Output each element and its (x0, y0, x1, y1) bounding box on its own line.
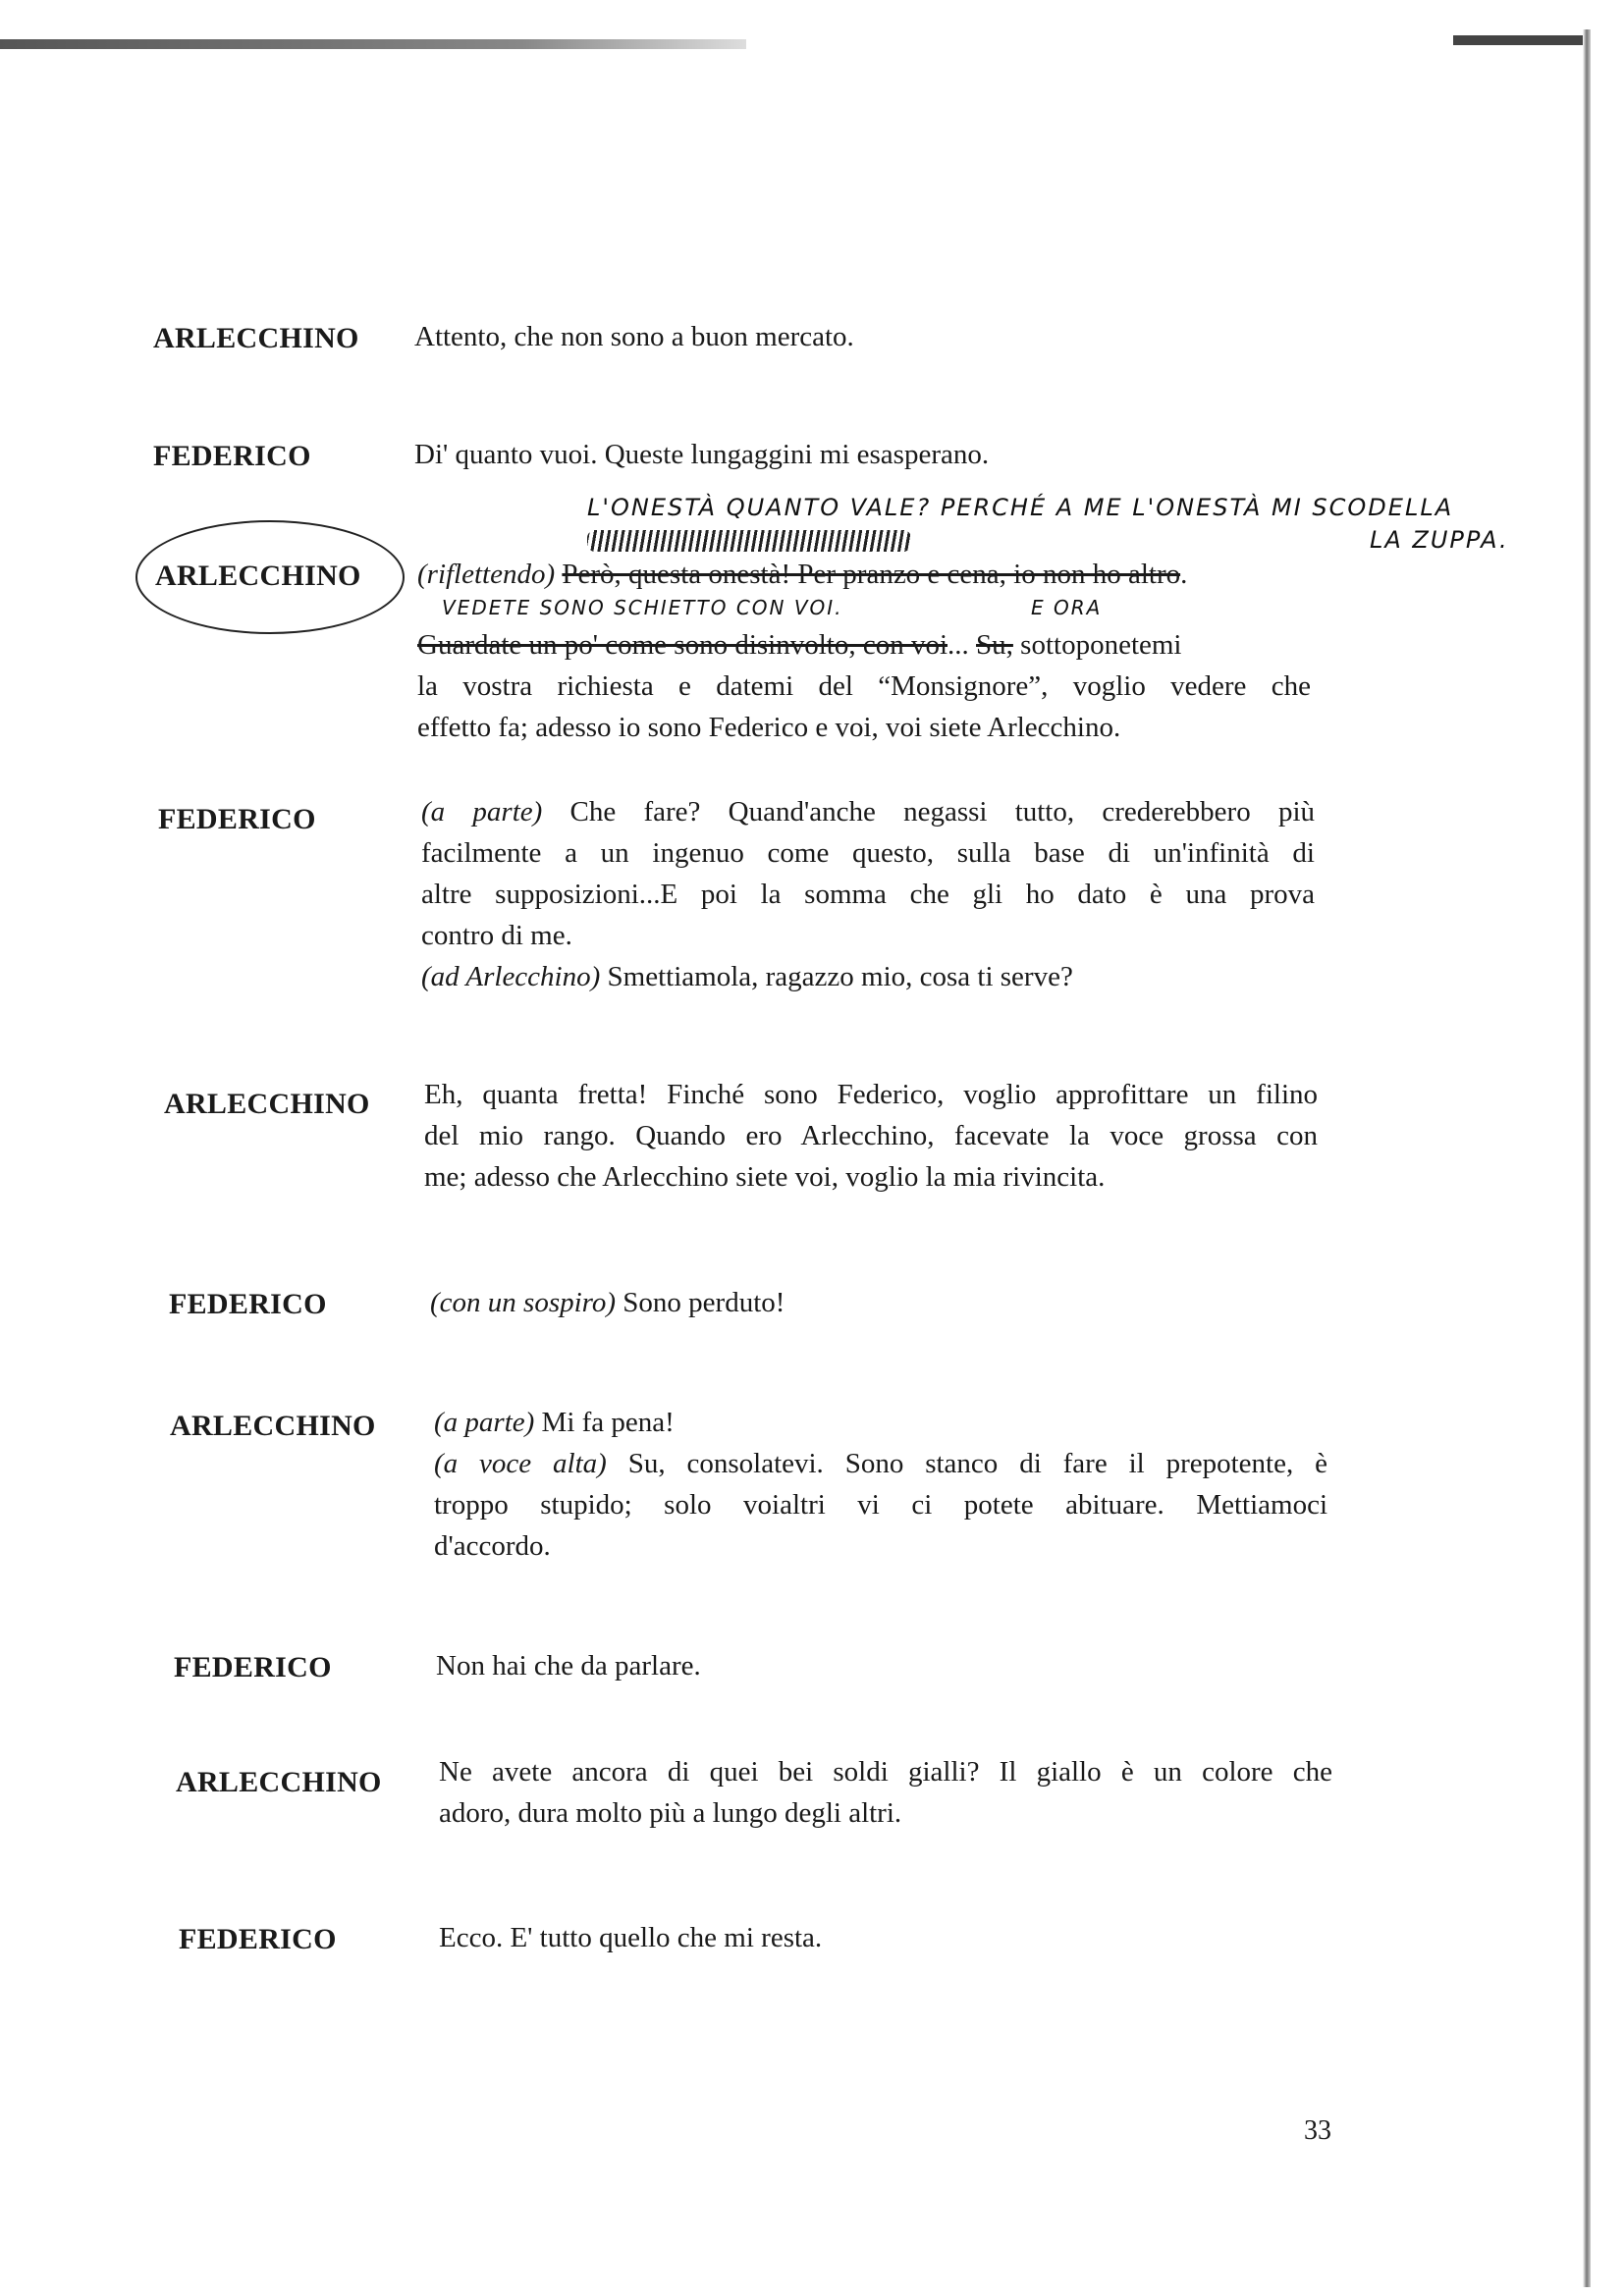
speaker-name: ARLECCHINO (155, 560, 361, 592)
line (430, 1282, 1324, 1323)
line-text: Smettiamola, ragazzo mio, cosa ti serve? (607, 961, 1073, 992)
line-text: Su, consolatevi. Sono stanco di fare il prepotente, è (627, 1448, 1327, 1479)
line: contro di me. (421, 920, 572, 951)
line: del mio rango. Quando ero Arlecchino, facevate la voce grossa con (424, 1120, 1318, 1151)
scribbled-out-text (587, 530, 911, 552)
speaker-name: FEDERICO (174, 1651, 332, 1683)
line-text: . (1180, 559, 1188, 590)
struck-text: Guardate un po' come sono disinvolto, con voi (417, 629, 948, 661)
stage-direction: (a parte) (421, 796, 543, 828)
line: adoro, dura molto più a lungo degli altri. (439, 1797, 902, 1829)
line: Eh, quanta fretta! Finché sono Federico, voglio approfittare un filino (424, 1079, 1318, 1110)
line: me; adesso che Arlecchino siete voi, voglio la mia rivincita. (424, 1161, 1106, 1193)
speaker-name: ARLECCHINO (164, 1088, 370, 1120)
struck-text: Su, (976, 629, 1013, 661)
stage-direction: (ad Arlecchino) (421, 961, 601, 992)
speaker-name: ARLECCHINO (170, 1410, 376, 1442)
line: Non hai che da parlare. (436, 1650, 701, 1682)
line-text: Mi fa pena! (541, 1407, 675, 1438)
line-text: Sono perduto! (623, 1287, 785, 1318)
handwritten-note: VEDETE SONO SCHIETTO CON VOI. (442, 596, 843, 619)
line (421, 956, 1315, 997)
line: effetto fa; adesso io sono Federico e voi, voi siete Arlecchino. (417, 712, 1121, 743)
dialogue-text (414, 316, 1308, 357)
scan-edge-top (0, 39, 746, 49)
stage-direction: (a parte) (434, 1407, 535, 1438)
line: Ecco. E' tutto quello che mi resta. (439, 1922, 823, 1953)
line: Ne avete ancora di quei bei soldi gialli? Il giallo è un colore che (439, 1756, 1332, 1788)
dialogue-text (421, 791, 1315, 997)
dialogue-text (417, 554, 1311, 748)
line-text: sottoponetemi (1012, 629, 1182, 661)
page-number: 33 (1304, 2115, 1331, 2146)
line-text: Che fare? Quand'anche negassi tutto, crederebbero più (569, 796, 1315, 828)
line (434, 1443, 1327, 1484)
line (417, 554, 1311, 595)
stage-direction: (con un sospiro) (430, 1287, 617, 1318)
dialogue-text (439, 1917, 1332, 1958)
line: la vostra richiesta e datemi del “Monsignore”, voglio vedere che (417, 670, 1311, 702)
stage-direction: (riflettendo) (417, 559, 556, 590)
line (434, 1402, 1327, 1443)
line: altre supposizioni...E poi la somma che gli ho dato è una prova (421, 879, 1315, 910)
speaker-name: ARLECCHINO (153, 322, 359, 354)
line: troppo stupido; solo voialtri vi ci potete abituare. Mettiamoci (434, 1489, 1327, 1521)
line: Di' quanto vuoi. Queste lungaggini mi esasperano. (414, 439, 990, 470)
line: d'accordo. (434, 1530, 551, 1562)
scan-edge-right (1583, 29, 1591, 2287)
stage-direction: (a voce alta) (434, 1448, 607, 1479)
dialogue-text (424, 1074, 1318, 1198)
line (417, 624, 1311, 666)
speaker-name: FEDERICO (169, 1288, 327, 1320)
handwritten-insert: E ORA (1031, 596, 1103, 619)
speaker-name: FEDERICO (153, 440, 311, 472)
speaker-name: FEDERICO (179, 1923, 337, 1955)
handwritten-note: LA ZUPPA. (1370, 526, 1509, 554)
line: Attento, che non sono a buon mercato. (414, 321, 854, 352)
dialogue-text (414, 434, 1308, 475)
dialogue-text (434, 1402, 1327, 1567)
line (421, 791, 1315, 832)
scan-edge-corner (1453, 35, 1591, 45)
speaker-name: FEDERICO (158, 803, 316, 835)
line-text: ... (947, 629, 977, 661)
struck-text: Però, questa onestà! Per pranzo e cena, io non ho altro (562, 559, 1181, 590)
speaker-name: ARLECCHINO (176, 1766, 382, 1798)
handwritten-note: L'ONESTÀ QUANTO VALE? PERCHÉ A ME L'ONESTÀ MI SCODELLA (587, 494, 1454, 521)
dialogue-text (436, 1645, 1329, 1686)
dialogue-text (439, 1751, 1332, 1834)
dialogue-text (430, 1282, 1324, 1323)
line: facilmente a un ingenuo come questo, sulla base di un'infinità di (421, 837, 1315, 869)
